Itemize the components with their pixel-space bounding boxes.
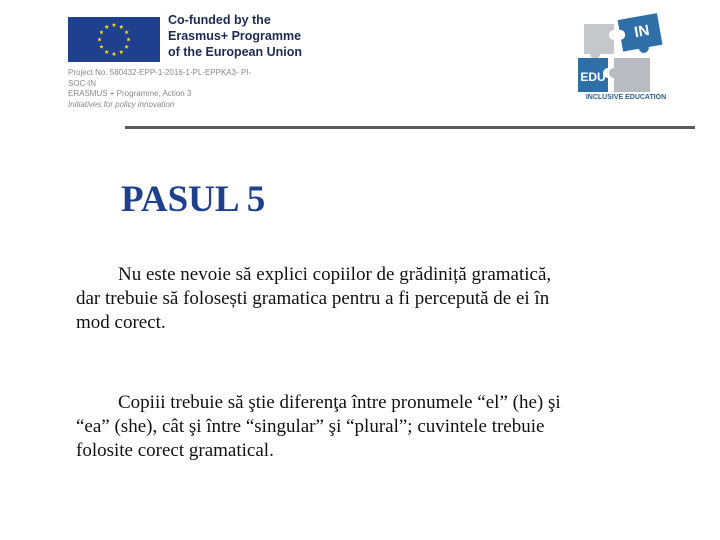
logo-edu-label: EDU (580, 70, 606, 84)
eu-star-icon (126, 37, 131, 41)
logo-in-label: IN (633, 21, 651, 42)
paragraph-line: mod corect. (76, 312, 166, 333)
eu-funding-line: Co-funded by the (168, 13, 271, 27)
project-number-cont: SOC-IN (68, 78, 96, 88)
eu-funding-line: of the European Union (168, 45, 303, 59)
paragraph-line: “ea” (she), cât şi între “singular” şi “plural”; cuvintele trebuie (76, 416, 545, 437)
puzzle-logo-icon (570, 8, 682, 96)
paragraph-1 (76, 263, 676, 335)
eu-star-icon (119, 25, 124, 29)
eu-star-icon (104, 50, 109, 54)
project-info (68, 68, 298, 110)
paragraph-line: dar trebuie să folosești gramatica pentru a fi percepută de ei în (76, 288, 550, 309)
logo-caption: INCLUSIVE EDUCATION (585, 94, 667, 101)
eu-funding-statement (168, 12, 302, 60)
header-divider (125, 126, 695, 129)
paragraph-2 (76, 391, 676, 463)
eu-star-icon (97, 37, 102, 41)
eu-funding-line: Erasmus+ Programme (168, 29, 302, 43)
paragraph-line: Copiii trebuie să ştie diferenţa între pronumele “el” (he) şi (118, 392, 561, 413)
eu-star-icon (99, 30, 104, 34)
eu-star-icon (119, 50, 124, 54)
eu-flag-icon (68, 17, 160, 62)
eu-star-icon (112, 23, 117, 27)
inclusive-education-logo (570, 8, 682, 108)
project-number: Project No. 580432-EPP-1-2016-1-PL-EPPKA3- PI- (68, 68, 252, 77)
eu-flag-stars (68, 17, 160, 62)
project-initiative: Initiatives for policy innovation (68, 99, 175, 109)
eu-star-icon (124, 44, 129, 48)
eu-star-icon (124, 30, 129, 34)
project-programme: ERASMUS + Programme, Action 3 (68, 89, 192, 98)
slide-title: PASUL 5 (121, 179, 266, 220)
eu-star-icon (99, 44, 104, 48)
eu-star-icon (112, 52, 117, 56)
paragraph-line: Nu este nevoie să explici copiilor de grădiniță gramatică, (118, 264, 552, 285)
paragraph-line: folosite corect gramatical. (76, 440, 274, 461)
eu-star-icon (104, 25, 109, 29)
